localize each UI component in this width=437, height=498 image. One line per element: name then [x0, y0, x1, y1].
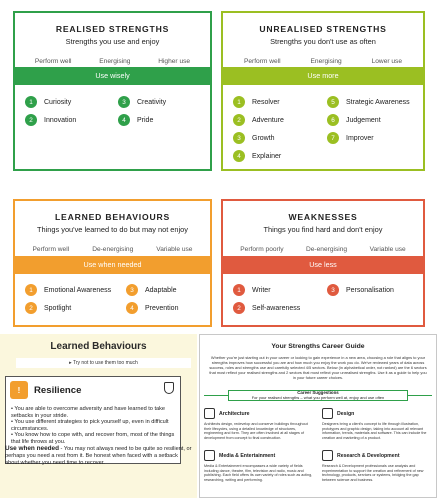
item-label: Growth — [252, 134, 275, 142]
item-label: Emotional Awareness — [44, 286, 112, 294]
item-label: Strategic Awareness — [346, 98, 410, 106]
use-wisely-band: Use wisely — [15, 67, 210, 85]
item-label: Self-awareness — [252, 304, 301, 312]
pen-icon — [322, 408, 333, 419]
list-item — [126, 302, 178, 314]
career-guide-title: Your Strengths Career Guide — [271, 343, 365, 350]
item-label: Resolver — [252, 98, 280, 106]
number-badge: 3 — [118, 96, 130, 108]
column-label: Perform well — [32, 246, 70, 253]
item-label: Personalisation — [346, 286, 394, 294]
list-item — [126, 284, 177, 296]
item-label: Adaptable — [145, 286, 177, 294]
number-badge: 1 — [233, 96, 245, 108]
number-badge: 3 — [126, 284, 138, 296]
list-item — [25, 96, 71, 108]
card-title: REALISED STRENGTHS — [55, 24, 170, 34]
realised-strengths-card — [13, 11, 212, 171]
number-badge: 4 — [126, 302, 138, 314]
sector-name: Design — [337, 410, 355, 417]
card-subtitle: Things you've learned to do but may not enjoy — [37, 225, 188, 234]
sector-design — [322, 408, 432, 440]
list-item — [25, 302, 71, 314]
list-item — [327, 284, 394, 296]
sector-name: Media & Entertainment — [219, 452, 276, 459]
item-label: Improver — [346, 134, 374, 142]
bullet-item: • You use different strategies to pick yourself up, even in difficult circumstances. — [11, 419, 176, 432]
column-label: Lower use — [371, 58, 403, 65]
list-item — [118, 114, 153, 126]
warning-icon: ! — [10, 381, 28, 399]
use-when-needed-band: Use when needed — [15, 256, 210, 274]
sector-architecture — [204, 408, 314, 440]
column-label: Higher use — [158, 58, 191, 65]
building-icon — [204, 408, 215, 419]
list-item — [25, 284, 111, 296]
card-columns — [223, 246, 423, 253]
resilience-bullets — [11, 406, 176, 446]
number-badge: 1 — [25, 96, 37, 108]
column-label: Perform well — [243, 58, 281, 65]
number-badge: 2 — [25, 302, 37, 314]
sector-name: Architecture — [219, 410, 250, 417]
list-item — [233, 96, 280, 108]
sector-name: Research & Development — [337, 452, 400, 459]
list-item — [327, 114, 381, 126]
sector-description: Designers bring a client's concept to life through illustration, prototypes and graphic design, taking into account all relevant information, trends, materials and software. This can include the creation and marketing of a product. — [322, 422, 427, 440]
list-item — [233, 150, 281, 162]
number-badge: 7 — [327, 132, 339, 144]
use-when-needed-note — [5, 446, 193, 466]
number-badge: 5 — [327, 96, 339, 108]
career-guide-intro: Whether you're just starting out in your career or looking to gain experience in a new area, choosing a role that aligns to your strengths improves how successful you are and how much you enjoy the work you do. We've reviewed years of data across success, roles and strengths use and carefully selected 4/5 sectors. Below (in alphabetical order, not ranked) are the 6 sectors that most reflect your realised strengths and 2 sectors that most reflect your unrealised strengths. Use it as a guide to help you in your future career choices. — [209, 355, 427, 380]
number-badge: 4 — [118, 114, 130, 126]
number-badge: 6 — [327, 114, 339, 126]
number-badge: 1 — [233, 284, 245, 296]
card-title: UNREALISED STRENGTHS — [259, 24, 387, 34]
item-label: Prevention — [145, 304, 179, 312]
list-item — [25, 114, 76, 126]
item-label: Spotlight — [44, 304, 72, 312]
column-label: Perform well — [34, 58, 72, 65]
number-badge: 3 — [233, 132, 245, 144]
number-badge: 1 — [25, 284, 37, 296]
career-guide-panel — [199, 334, 437, 498]
resilience-header — [10, 381, 81, 399]
card-title: WEAKNESSES — [288, 212, 358, 222]
learned-behaviours-card — [13, 199, 212, 327]
sector-description: Architects design, redevelop and conserve buildings throughout their lifecycles, using a detailed knowledge of structures, engineering and form. They are often involved at all stages of development from concept to final construction. — [204, 422, 308, 440]
career-suggestions-box — [228, 390, 408, 401]
column-label: Perform poorly — [240, 246, 284, 253]
note-label: Use when needed — [5, 445, 59, 452]
sector-media-entertainment — [204, 450, 314, 482]
use-more-band: Use more — [223, 67, 423, 85]
shield-icon — [164, 382, 174, 394]
column-label: Variable use — [369, 246, 406, 253]
item-label: Creativity — [137, 98, 167, 106]
suggestions-title: Career Suggestions — [297, 390, 339, 395]
suggestions-text: For your realised strengths – what you perform well at, enjoy and use often — [251, 394, 385, 400]
list-item — [118, 96, 166, 108]
item-label: Curiosity — [44, 98, 72, 106]
item-label: Innovation — [44, 116, 77, 124]
column-label: Energising — [310, 58, 342, 65]
use-less-band: Use less — [223, 256, 423, 274]
weaknesses-card — [221, 199, 425, 327]
list-item — [233, 284, 271, 296]
column-label: De-energising — [92, 246, 134, 253]
film-icon — [204, 450, 215, 461]
list-item — [233, 302, 300, 314]
hint-pill: ▸ Try not to use them too much — [16, 358, 191, 368]
number-badge: 3 — [327, 284, 339, 296]
card-columns — [15, 58, 210, 65]
item-label: Writer — [252, 286, 271, 294]
item-label: Adventure — [252, 116, 284, 124]
card-subtitle: Things you find hard and don't enjoy — [263, 225, 383, 234]
item-label: Judgement — [346, 116, 381, 124]
list-item — [233, 132, 275, 144]
card-columns — [223, 58, 423, 65]
sector-description: Media & Entertainment encompasses a wide variety of fields including dance, theatre, film, television and radio, music and publishing. Each field offers its own variety of roles such as acting, researching, writing and performing. — [204, 464, 313, 482]
note-text: - You may not always need to be quite so resilient, or perhaps you need a rest from it. Be honest when faced with a setback about whether you need time to recover. — [5, 446, 192, 466]
list-item — [327, 96, 410, 108]
number-badge: 2 — [25, 114, 37, 126]
column-label: Variable use — [156, 246, 193, 253]
sector-description: Research & Development professionals use analysis and experimentation to support the creation and refinement of new technology, products, services or systems, bridging the gap between science and business. — [322, 464, 424, 482]
panel-title: Learned Behaviours — [50, 341, 147, 352]
bullet-item: • You know how to cope with, and recover from, most of the things that life throws at you. — [11, 432, 176, 445]
card-subtitle: Strengths you don't use as often — [270, 37, 376, 46]
resilience-title: Resilience — [34, 384, 82, 396]
item-label: Pride — [137, 116, 154, 124]
flask-icon — [322, 450, 333, 461]
list-item — [327, 132, 374, 144]
column-label: De-energising — [306, 246, 348, 253]
card-title: LEARNED BEHAVIOURS — [55, 212, 170, 222]
number-badge: 2 — [233, 302, 245, 314]
bullet-item: • You are able to overcome adversity and have learned to take setbacks in your stride. — [11, 406, 176, 419]
card-subtitle: Strengths you use and enjoy — [65, 37, 160, 46]
card-columns — [15, 246, 210, 253]
column-label: Energising — [99, 58, 131, 65]
unrealised-strengths-card — [221, 11, 425, 171]
learned-behaviours-panel — [0, 334, 197, 498]
number-badge: 4 — [233, 150, 245, 162]
number-badge: 2 — [233, 114, 245, 126]
sector-research-development — [322, 450, 432, 482]
list-item — [233, 114, 284, 126]
item-label: Explainer — [252, 152, 282, 160]
